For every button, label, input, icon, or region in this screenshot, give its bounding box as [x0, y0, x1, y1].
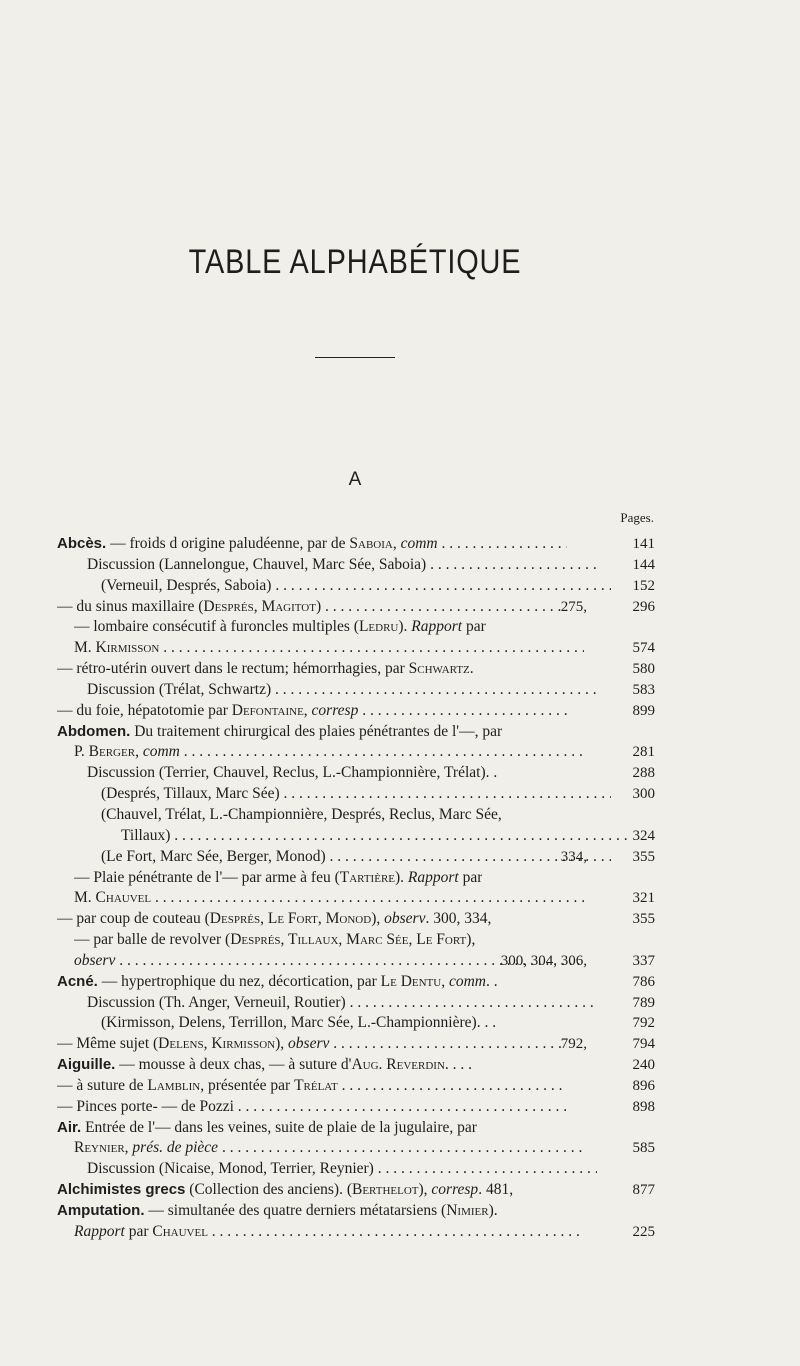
- entry-type: observ: [288, 1035, 330, 1053]
- entry-text: [57, 701, 567, 722]
- index-entry: [57, 1159, 655, 1180]
- entry-text: [87, 763, 497, 784]
- entry-page-ref: 792,: [560, 1036, 587, 1053]
- index-entry: [57, 659, 655, 680]
- entry-suffix: par: [458, 868, 483, 886]
- index-entry: [57, 1013, 655, 1034]
- entry-connector: ),: [466, 931, 476, 949]
- entry-page-number: 896: [632, 1077, 655, 1094]
- entry-type: corresp: [311, 701, 359, 719]
- entry-author: Nimier: [446, 1202, 489, 1219]
- entry-page-number: 141: [632, 536, 655, 552]
- index-entry: [57, 909, 655, 930]
- entry-description: (Kirmisson, Delens, Terrillon, Marc Sée, L.-Championnière). . .: [101, 1014, 497, 1032]
- entry-description: — Pinces porte- — de Pozzi: [57, 1097, 234, 1115]
- entry-author: Defontaine: [231, 701, 304, 719]
- entry-description: Discussion (Nicaise, Monod, Terrier, Reynier): [87, 1160, 374, 1178]
- index-entry: [57, 722, 655, 743]
- entry-author: Ledru: [358, 618, 399, 636]
- index-entry: [57, 680, 655, 701]
- entry-page-number: 355: [632, 848, 655, 865]
- entry-text: [74, 638, 584, 659]
- entry-page-number: 789: [632, 994, 655, 1011]
- entry-text: [57, 1201, 498, 1222]
- entry-headword: Aiguille.: [57, 1056, 116, 1074]
- entry-text: [57, 597, 567, 618]
- page-title: TABLE ALPHABÉTIQUE: [188, 243, 522, 281]
- entry-author: Chauvel: [152, 1222, 208, 1240]
- entry-description: — par balle de revolver (: [74, 931, 231, 949]
- entry-text: [74, 930, 475, 951]
- entry-connector: ).: [395, 868, 408, 886]
- entry-description: — du foie, hépatotomie par: [57, 701, 232, 719]
- entry-page-ref: 275,: [560, 598, 587, 615]
- entry-page-number: 899: [632, 702, 655, 719]
- entry-page-ref: 334,: [560, 848, 587, 865]
- index-entry: [57, 1097, 655, 1118]
- entry-text: [74, 617, 486, 638]
- entry-description: Discussion (Terrier, Chauvel, Reclus, L.-Championnière, Trélat). .: [87, 764, 498, 782]
- entry-author: Chauvel: [95, 889, 152, 907]
- entry-description: Du traitement chirurgical des plaies pénétrantes de l'—, par: [130, 722, 503, 740]
- entry-page-number: 337: [632, 952, 655, 969]
- index-entry: [57, 638, 655, 659]
- entry-description: — froids d origine paludéenne, par de: [106, 535, 350, 552]
- entry-headword: Abdomen.: [57, 722, 131, 740]
- entry-type: comm: [448, 972, 487, 990]
- entry-author: Le Dentu: [380, 972, 442, 990]
- pages-column-header: Pages.: [620, 510, 654, 525]
- index-entry: [57, 826, 655, 847]
- entry-author: Delens, Kirmisson: [158, 1035, 276, 1053]
- index-entry: [57, 742, 655, 763]
- index-entry: [57, 972, 655, 993]
- entry-description: Discussion (Th. Anger, Verneuil, Routier): [87, 993, 346, 1011]
- entry-page-number: 240: [632, 1057, 655, 1074]
- entry-suffix: par: [462, 618, 486, 636]
- entry-author: Schwartz: [408, 660, 470, 678]
- entry-description: M.: [74, 639, 96, 657]
- entry-type: Rapport: [74, 1222, 125, 1240]
- entry-connector: ,: [303, 701, 312, 719]
- entry-connector: . . . .: [444, 1056, 473, 1074]
- entry-suffix: . 300, 334,: [425, 910, 492, 928]
- entry-description: — à suture de: [57, 1076, 148, 1094]
- entry-type: comm: [142, 743, 180, 761]
- entry-author: Després, Magitot: [203, 597, 316, 615]
- entry-page-number: 300: [632, 786, 655, 803]
- entry-connector: ).: [488, 1202, 498, 1219]
- entry-page-number: 580: [632, 661, 655, 678]
- entry-page-number: 898: [632, 1098, 655, 1115]
- entry-description: (Després, Tillaux, Marc Sée): [101, 785, 280, 803]
- entry-description: (Le Fort, Marc Sée, Berger, Monod): [101, 847, 326, 865]
- entry-description: — par coup de couteau (: [57, 910, 210, 928]
- entry-page-number: 321: [632, 890, 655, 907]
- index-entry: [57, 1201, 655, 1222]
- entry-author: Tartière: [339, 868, 395, 886]
- entry-text: [101, 1013, 496, 1034]
- entry-headword: Amputation.: [57, 1202, 145, 1219]
- index-entry: [57, 847, 655, 868]
- entry-type: comm: [400, 535, 438, 552]
- index-entry: [57, 1055, 655, 1076]
- entry-text: [101, 805, 502, 826]
- entry-author: Després, Le Fort, Monod: [209, 910, 372, 928]
- entry-description: — du sinus maxillaire (: [57, 597, 204, 615]
- entry-connector: ,: [135, 743, 143, 761]
- entry-headword: Air.: [57, 1118, 82, 1136]
- entry-text: [101, 847, 611, 868]
- entry-author: Aug. Reverdin: [351, 1056, 445, 1074]
- entry-text: [57, 1076, 567, 1097]
- index-entry: [57, 1076, 655, 1097]
- entry-text: [74, 888, 584, 909]
- entry-text: [87, 1159, 597, 1180]
- entry-connector: ,: [392, 535, 401, 552]
- entry-author: Després, Tillaux, Marc Sée, Le Fort: [230, 931, 467, 949]
- entry-page-number: 296: [632, 598, 655, 615]
- entry-description: Discussion (Trélat, Schwartz): [87, 680, 272, 698]
- index-entry: [57, 1222, 655, 1243]
- entry-description: Discussion (Lannelongue, Chauvel, Marc Sée, Saboia): [87, 555, 427, 573]
- entry-text: [57, 1180, 513, 1201]
- entry-description: — Même sujet (: [57, 1035, 159, 1053]
- entry-text: [121, 826, 631, 847]
- entry-type: Rapport: [411, 618, 463, 636]
- entry-connector: ),: [275, 1035, 289, 1053]
- entry-text: [87, 555, 597, 576]
- entry-suffix: . 481,: [478, 1181, 514, 1199]
- entry-description: (Collection des anciens). (: [185, 1181, 352, 1199]
- entry-connector: ): [315, 597, 322, 615]
- index-entry: [57, 805, 655, 826]
- index-entry: [57, 534, 655, 555]
- entry-text: [57, 1034, 567, 1055]
- entry-headword: Abcès.: [57, 535, 107, 552]
- entry-connector: ),: [371, 910, 385, 928]
- entry-type: Rapport: [407, 868, 459, 886]
- entry-description: (Verneuil, Després, Saboia): [101, 576, 272, 594]
- index-entry: [57, 993, 655, 1014]
- entry-text: [101, 784, 611, 805]
- entry-type: observ: [384, 910, 426, 928]
- entry-text: [57, 722, 502, 743]
- entry-description: P.: [74, 743, 89, 761]
- entry-text: [87, 993, 597, 1014]
- entry-connector: ).: [398, 618, 412, 636]
- entry-text: [87, 680, 597, 701]
- entry-connector: , présentée par: [200, 1076, 295, 1094]
- entry-text: [74, 1222, 584, 1243]
- entry-description: — hypertrophique du nez, décortication, par: [97, 972, 381, 990]
- entry-headword: Acné.: [57, 972, 98, 990]
- entry-description: M.: [74, 889, 96, 907]
- entry-text: [57, 909, 491, 930]
- entry-connector: ),: [418, 1181, 432, 1199]
- entry-text: [101, 576, 611, 597]
- index-entry: [57, 1180, 655, 1201]
- entry-suffix: . .: [486, 972, 498, 990]
- entry-text: [57, 1118, 477, 1139]
- index-entry: [57, 951, 655, 972]
- entry-text: [74, 1138, 584, 1159]
- entry-text: [57, 659, 474, 680]
- index-entry: [57, 617, 655, 638]
- entry-page-number: 288: [632, 765, 655, 782]
- entry-author: Lamblin: [147, 1076, 201, 1094]
- entry-text: [74, 742, 584, 763]
- entry-connector: ,: [441, 972, 449, 990]
- index-entry: [57, 888, 655, 909]
- entry-page-number: 792: [632, 1015, 655, 1032]
- entry-page-number: 794: [632, 1036, 655, 1053]
- entry-text: [57, 534, 567, 555]
- entry-connector: .: [469, 660, 474, 678]
- entry-page-number: 355: [632, 911, 655, 928]
- entry-description: — Plaie pénétrante de l'— par arme à feu (: [74, 868, 340, 886]
- title-rule: [315, 357, 395, 358]
- entry-page-number: 786: [632, 973, 655, 990]
- entry-page-number: 583: [632, 681, 655, 698]
- entry-description: — simultanée des quatre derniers métatarsiens (: [144, 1202, 447, 1219]
- entry-description: Entrée de l'— dans les veines, suite de plaie de la jugulaire, par: [81, 1118, 477, 1136]
- entry-page-number: 144: [632, 556, 655, 573]
- entry-type: observ: [74, 951, 116, 969]
- entry-description: Tillaux): [121, 826, 171, 844]
- index-entry: [57, 1118, 655, 1139]
- index-entry: [57, 701, 655, 722]
- entry-headword: Alchimistes grecs: [57, 1181, 186, 1199]
- entry-type: corresp: [431, 1181, 479, 1199]
- index-entry: [57, 1034, 655, 1055]
- index-entries: [57, 534, 655, 1243]
- index-entry: [57, 1138, 655, 1159]
- entry-description: — mousse à deux chas, — à suture d': [115, 1056, 352, 1074]
- index-entry: [57, 763, 655, 784]
- index-entry: [57, 868, 655, 889]
- entry-page-number: 152: [632, 577, 655, 594]
- entry-author: Berger: [88, 743, 136, 761]
- entry-page-number: 585: [632, 1140, 655, 1157]
- entry-page-number: 281: [632, 744, 655, 761]
- entry-author: Saboia: [349, 535, 393, 552]
- entry-page-number: 225: [632, 1223, 655, 1240]
- entry-type: prés. de pièce: [132, 1139, 219, 1157]
- entry-description: — rétro-utérin ouvert dans le rectum; hémorrhagies, par: [57, 660, 409, 678]
- index-entry: [57, 930, 655, 951]
- index-entry: [57, 784, 655, 805]
- entry-text: [57, 1055, 472, 1076]
- entry-page-number: 324: [632, 827, 655, 844]
- entry-author: Reynier: [74, 1139, 125, 1157]
- entry-page-ref: 300, 304, 306,: [500, 952, 587, 969]
- section-letter: A: [348, 469, 362, 490]
- index-entry: [57, 555, 655, 576]
- entry-author: Kirmisson: [95, 639, 160, 657]
- entry-description: — lombaire consécutif à furoncles multiples (: [74, 618, 359, 636]
- entry-presenter: Trélat: [294, 1076, 338, 1094]
- entry-text: [74, 868, 482, 889]
- entry-description: (Chauvel, Trélat, L.-Championnière, Després, Reclus, Marc Sée,: [101, 805, 502, 823]
- index-entry: [57, 576, 655, 597]
- entry-suffix: par: [124, 1222, 153, 1240]
- entry-author: Berthelot: [351, 1181, 419, 1199]
- entry-page-number: 877: [632, 1182, 655, 1199]
- entry-text: [57, 1097, 567, 1118]
- entry-connector: ,: [124, 1139, 133, 1157]
- entry-page-number: 574: [632, 640, 655, 657]
- index-entry: [57, 597, 655, 618]
- entry-text: [57, 972, 498, 993]
